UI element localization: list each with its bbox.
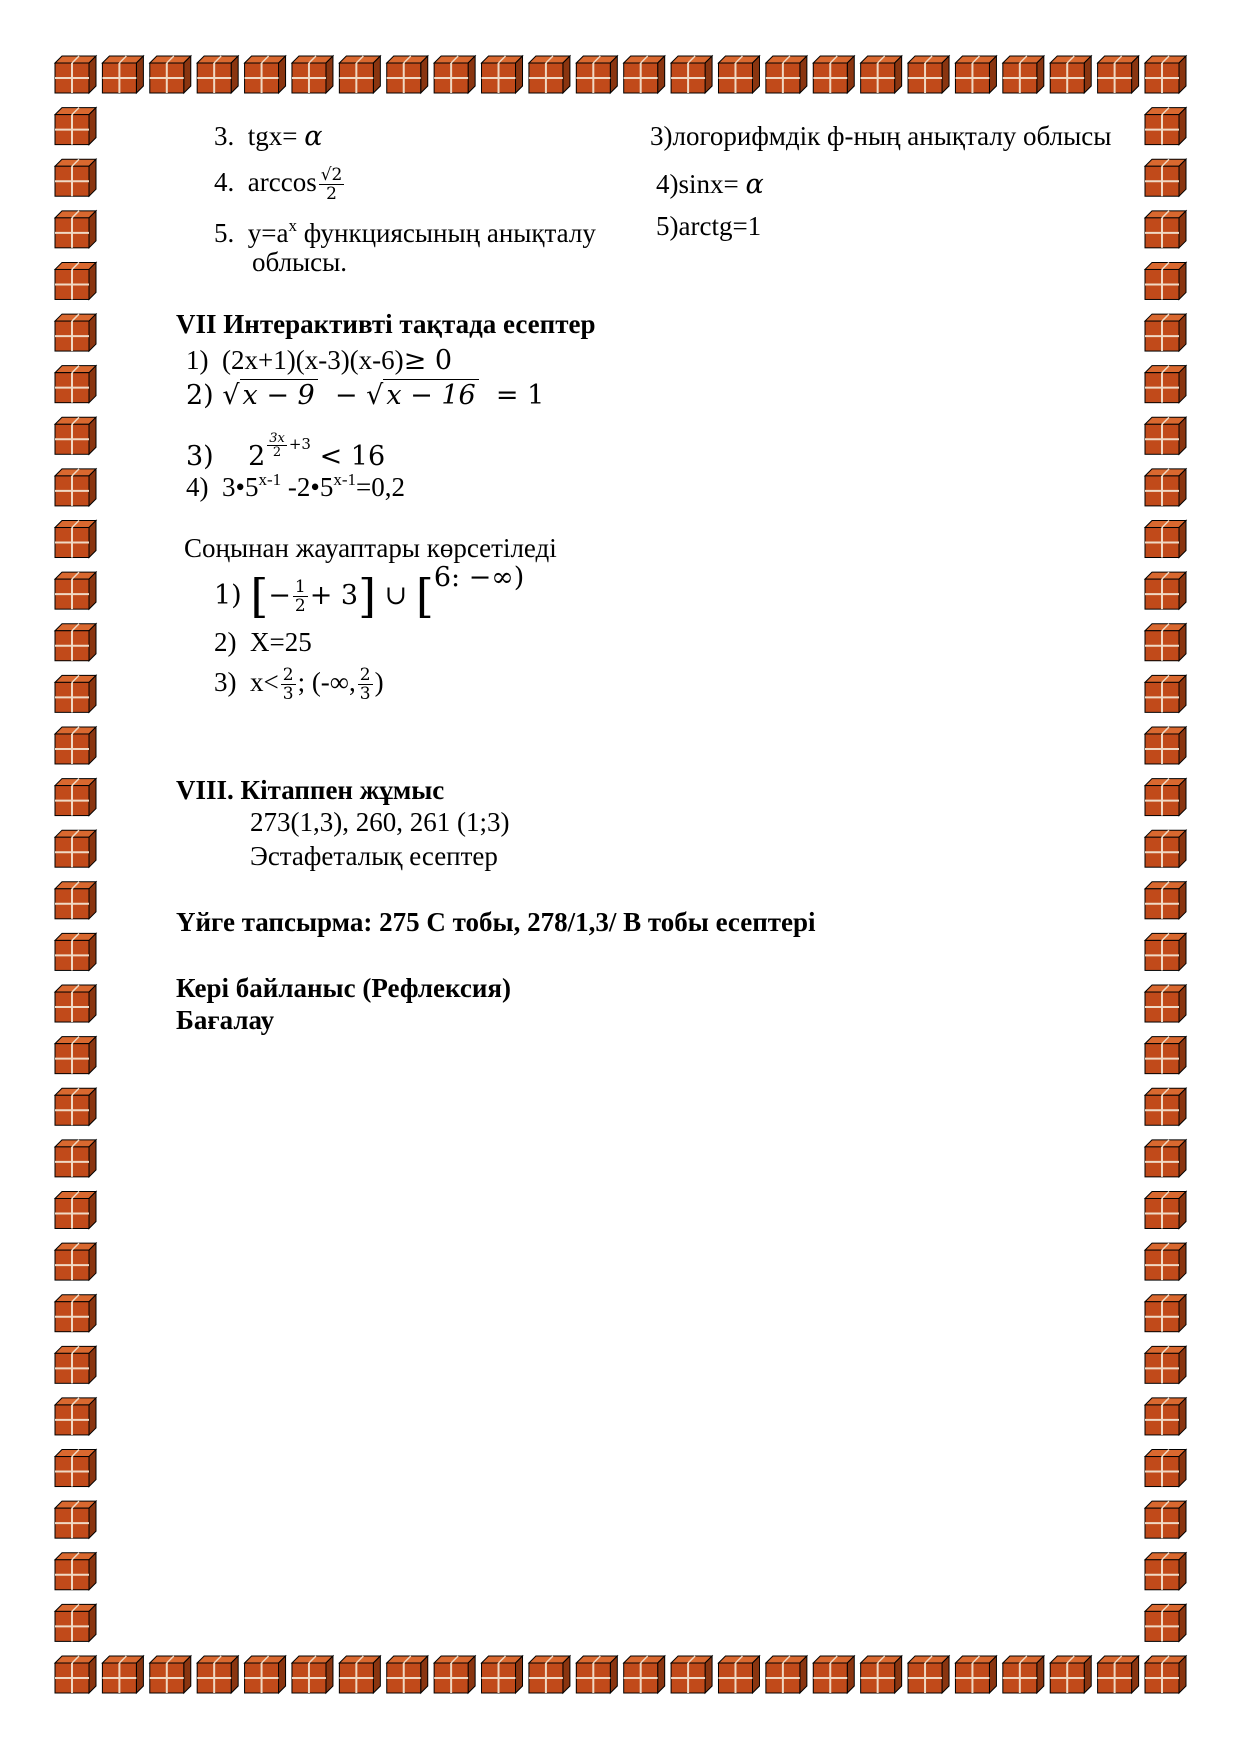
- section-7-heading: VII Интерактивті тақтада есептер: [176, 309, 596, 339]
- task-4: 4) 3•5$^{x-1}$ $-2•5^{x-1}=0,2$: [186, 470, 405, 502]
- fraction: $\frac{√2}{2}$: [320, 165, 343, 205]
- list-item-3: 3. tgx= α: [214, 121, 323, 152]
- answer-1: 1) [− $\frac{1}{2}$ + 3] ∪ [6: −∞): [214, 562, 525, 623]
- answer-item-3: 3)логорифмдік ф-ның анықталу облысы: [650, 121, 1112, 151]
- feedback-heading: Кері байланыс (Рефлексия): [176, 973, 511, 1003]
- answer-2: 2) X=25: [214, 627, 312, 657]
- sqrt-expression: √ x − 9: [222, 380, 317, 412]
- section-8-heading: VIII. Кітаппен жұмыс: [176, 775, 445, 805]
- homework: Үйге тапсырма: 275 С тобы, 278/1,3/ В тобы есептері: [176, 907, 816, 937]
- answer-item-4: 4)sinx= α: [656, 169, 764, 200]
- task-1: 1) (2x+1)(x-3)(x-6)≥ 0: [186, 345, 453, 376]
- answer-item-5: 5)arctg=1: [656, 211, 762, 241]
- list-item-5-continuation: облысы.: [252, 247, 348, 277]
- book-exercises: 273(1,3), 260, 261 (1;3): [250, 807, 510, 837]
- task-2: 2) √ x − 9 − √ x − 16 = 1: [186, 380, 545, 411]
- answers-heading: Соңынан жауаптары көрсетіледі: [184, 533, 557, 563]
- list-item-5: 5. $y=a^x$ функциясының анықталу: [214, 216, 596, 248]
- relay-tasks: Эстафеталық есептер: [250, 841, 498, 871]
- task-3: 3) 2 $^{\frac{3x}{2} +3}$ < 16: [186, 430, 386, 472]
- answer-3: 3) x< $\frac{2}{3}$ ; (-∞, $\frac{2}{3}$ ): [214, 665, 384, 705]
- list-item-4: 4. arccos $\frac{√2}{2}$: [214, 165, 343, 205]
- assessment-heading: Бағалау: [176, 1005, 275, 1035]
- sqrt-expression: √ x − 16: [366, 380, 479, 412]
